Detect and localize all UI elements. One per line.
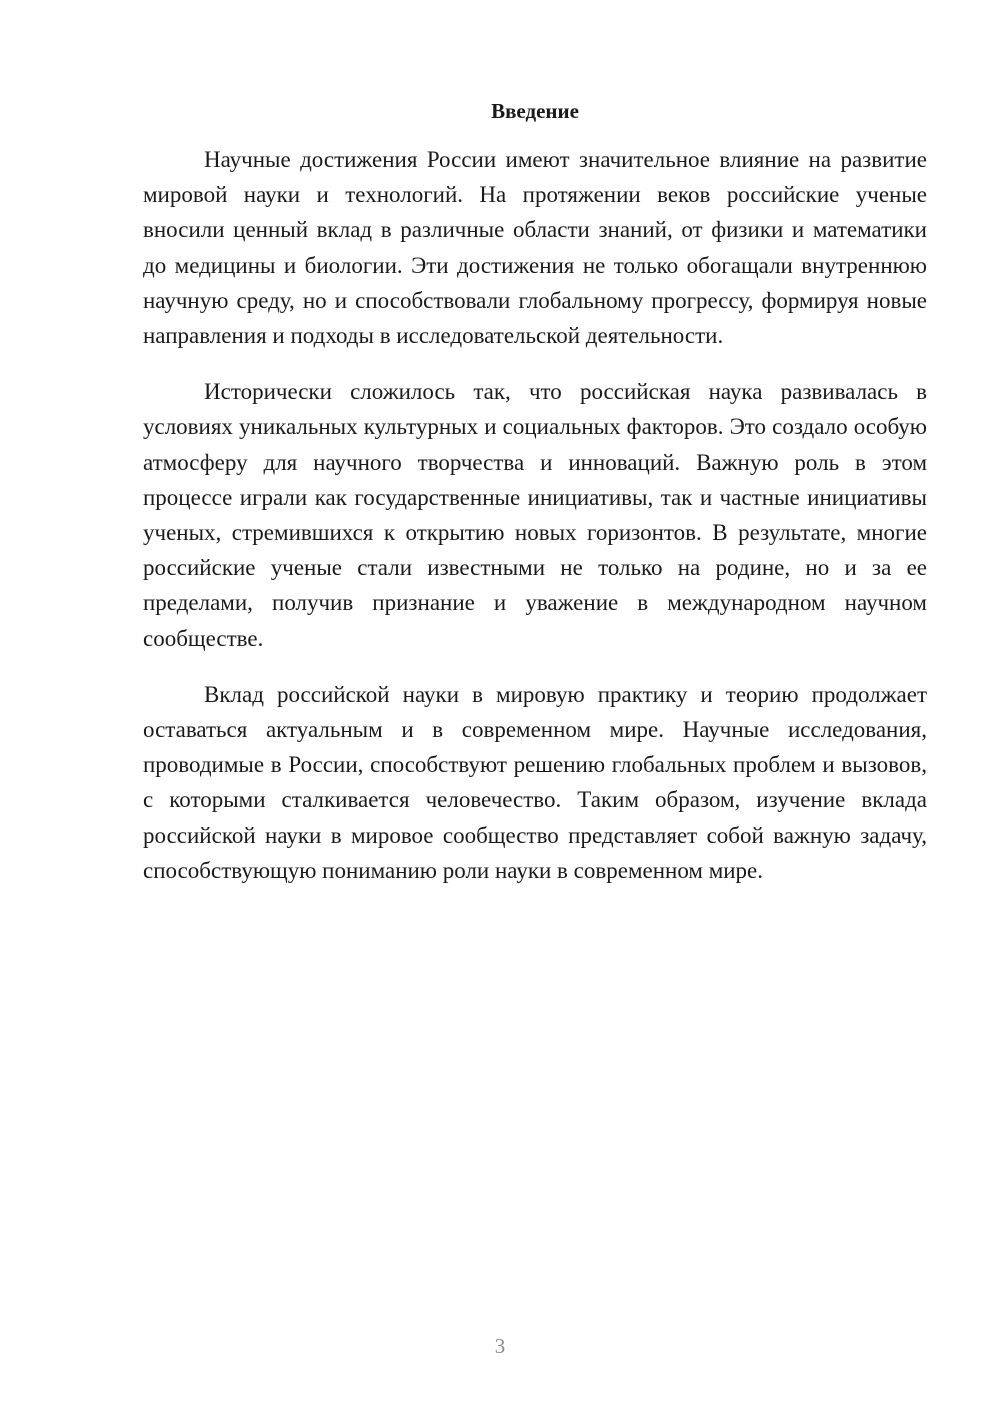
section-heading: Введение <box>491 99 579 123</box>
paragraph-3: Вклад российской науки в мировую практику и теорию продолжает оставаться актуальным и в современном мире. Научные исследования, проводимые в России, способствуют решению глобальных проблем и вызовов, с которыми сталкивается человечество. Таким образом, изучение вклада российской науки в мировое сообщество представляет собой важную задачу, способствующую пониманию роли науки в современном мире. <box>143 681 927 883</box>
paragraph-1: Научные достижения России имеют значительное влияние на развитие мировой науки и технологий. На протяжении веков российские ученые вносили ценный вклад в различные области знаний, от физики и математики до медицины и биологии. Эти достижения не только обогащали внутреннюю научную среду, но и способствовали глобальному прогрессу, формируя новые направления и подходы в исследовательской деятельности. <box>143 147 927 349</box>
paragraph-2: Исторически сложилось так, что российская наука развивалась в условиях уникальных культурных и социальных факторов. Это создало особую атмосферу для научного творчества и инноваций. Важную роль в этом процессе играли как государственные инициативы, так и частные инициативы ученых, стремившихся к открытию новых горизонтов. В результате, многие российские ученые стали известными не только на родине, но и за ее пределами, получив признание и уважение в международном научном сообществе. <box>143 379 927 651</box>
page-number: 3 <box>494 1334 506 1358</box>
body-text <box>143 142 927 909</box>
